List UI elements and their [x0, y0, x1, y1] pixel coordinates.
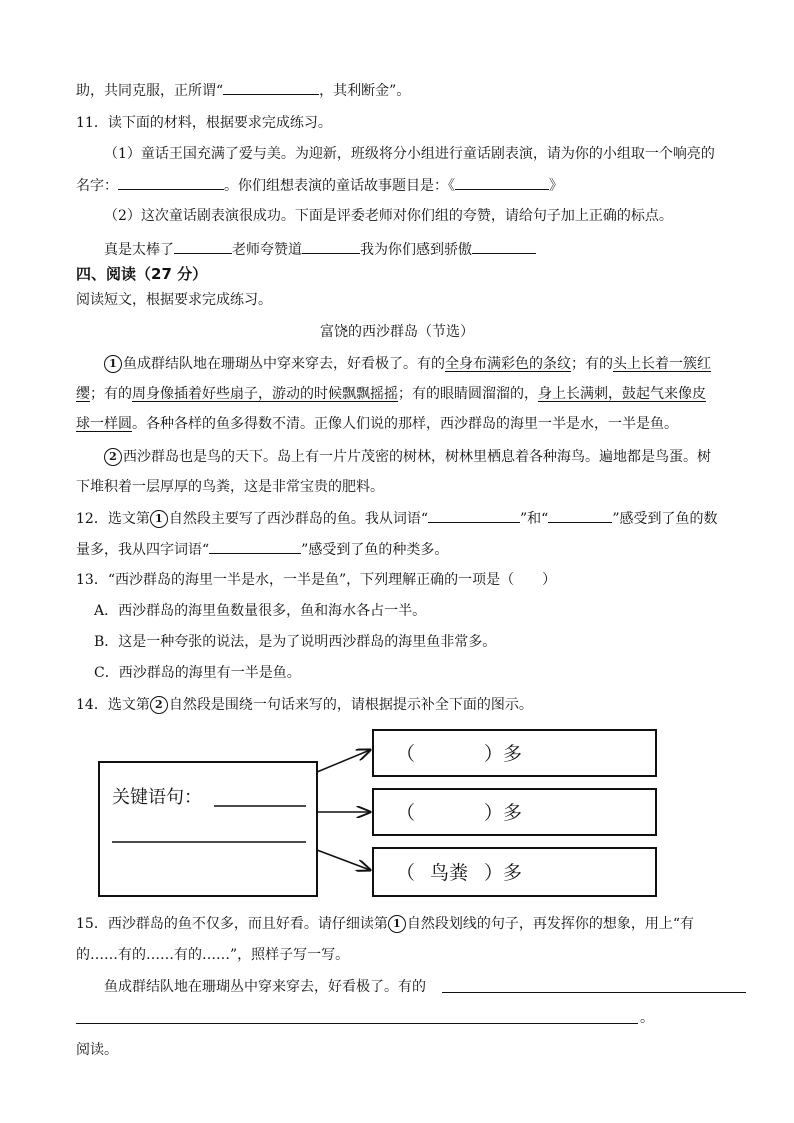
q10-tail: 助，共同克服，正所谓“ ，其利断金”。: [76, 80, 410, 101]
box3-close: ）多: [484, 862, 523, 884]
q12-line2: 量多，我从四字词语“ ”感受到了鱼的种类多。: [76, 539, 448, 560]
passage-para2-line2: 下堆积着一层厚厚的鸟粪，这是非常宝贵的肥料。: [76, 479, 384, 495]
q11-part1: （1）童话王国充满了爱与美。为迎新，班级将分小组进行童话剧表演，请为你的小组取一个响亮的: [104, 146, 715, 162]
key-sentence-label: 关键语句：: [112, 787, 202, 808]
box1-close: ）多: [484, 743, 523, 765]
writing-line-1[interactable]: [442, 992, 746, 993]
box3-open: （: [396, 862, 416, 884]
box2-open: （: [396, 802, 416, 824]
q11-part1-line2: 名字： 。你们组想表演的童话故事题目是：《 》: [76, 175, 563, 196]
q15-line1: 15．西沙群岛的鱼不仅多，而且好看。请仔细读第 1 自然段划线的句子，再发挥你的想象，用上“有: [76, 916, 694, 932]
punct-blank-3[interactable]: [472, 239, 536, 254]
writing-line-2[interactable]: [76, 1023, 638, 1024]
passage-para1-line3: 球一样圆。各种各样的鱼多得数不清。正像人们说的那样，西沙群岛的海里一半是水，一半是鱼。: [76, 416, 678, 432]
word-blank-2[interactable]: [548, 508, 612, 523]
arrow-1: [317, 750, 370, 772]
q13-option-b[interactable]: B．这是一种夸张的说法，是为了说明西沙群岛的海里鱼非常多。: [94, 634, 497, 650]
punct-blank-2[interactable]: [302, 239, 360, 254]
passage-para1-line1: 1 鱼成群结队地在珊瑚丛中穿来穿去，好看极了。有的全身布满彩色的条纹；有的头上长着一簇红: [104, 354, 711, 374]
q15-line3: 鱼成群结队地在珊瑚丛中穿来穿去，好看极了。有的: [104, 979, 426, 995]
story-title-blank[interactable]: [455, 175, 549, 190]
box3-fill: 鸟粪: [430, 862, 469, 884]
idiom-blank[interactable]: [209, 539, 301, 554]
q13-option-a[interactable]: A．西沙群岛的海里鱼数量很多，鱼和海水各占一半。: [94, 603, 427, 619]
q14-stem: 14．选文第 2 自然段是围绕一句话来写的，请根据提示补全下面的图示。: [76, 697, 533, 713]
q11-title: 11．读下面的材料，根据要求完成练习。: [76, 115, 332, 131]
section-title: 四、阅读（27 分）: [76, 265, 208, 283]
q13-stem: 13．“西沙群岛的海里一半是水，一半是鱼”，下列理解正确的一项是（ ）: [76, 572, 557, 588]
punct-blank-1[interactable]: [174, 239, 232, 254]
footer-text: 阅读。: [76, 1042, 118, 1058]
key-sentence-box: [99, 762, 317, 896]
punctuation-sentence: 真是太棒了 老师夸赞道 我为你们感到骄傲: [104, 239, 536, 260]
q14-diagram: [96, 722, 666, 902]
q15-line2: 的……有的……有的……”，照样子写一写。: [76, 947, 350, 963]
box2-close: ）多: [484, 802, 523, 824]
q12-line1: 12．选文第 1 自然段主要写了西沙群岛的鱼。我从词语“ ”和“ ”感受到了鱼的数: [76, 508, 717, 529]
word-blank-1[interactable]: [428, 508, 520, 523]
arrow-3: [317, 850, 370, 870]
box1-open: （: [396, 743, 416, 765]
q11-part2: （2）这次童话剧表演很成功。下面是评委老师对你们组的夸赞，请给句子加上正确的标点。: [104, 208, 673, 224]
group-name-blank[interactable]: [118, 175, 224, 190]
circled-number: 1: [104, 355, 122, 373]
circled-number: 1: [150, 510, 168, 528]
circled-number: 2: [104, 448, 122, 466]
q13-option-c[interactable]: C．西沙群岛的海里有一半是鱼。: [94, 665, 301, 681]
answer-blank[interactable]: [223, 80, 319, 95]
circled-number: 2: [150, 696, 168, 714]
passage-para2-line1: 2 西沙群岛也是鸟的天下。岛上有一片片茂密的树林，树林里栖息着各种海鸟。遍地都是鸟蛋。树: [104, 447, 711, 467]
q15-end-mark: 。: [640, 1010, 654, 1026]
circled-number: 1: [388, 915, 406, 933]
section-intro: 阅读短文，根据要求完成练习。: [76, 292, 272, 308]
passage-title: 富饶的西沙群岛（节选）: [320, 324, 474, 340]
passage-para1-line2: 缨；有的周身像插着好些扇子，游动的时候飘飘摇摇；有的眼睛圆溜溜的，身上长满刺，鼓起气来像皮: [76, 386, 706, 402]
